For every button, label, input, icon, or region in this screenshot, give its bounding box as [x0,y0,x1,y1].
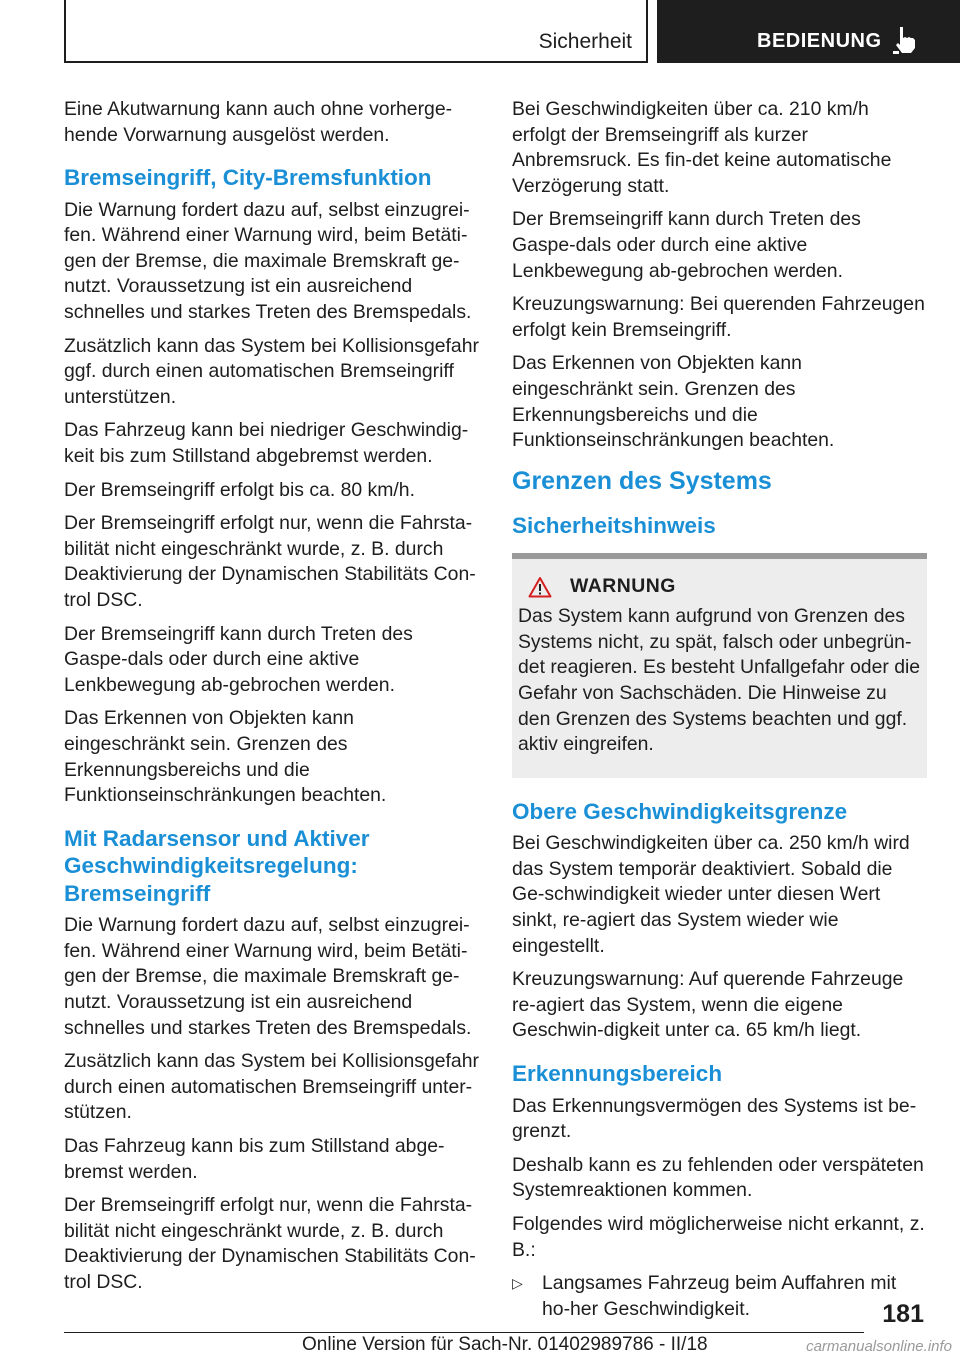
warning-title: WARNUNG [570,575,676,598]
list-item-text: Langsames Fahrzeug beim Auffahren mit ho-her Geschwindigkeit. [542,1272,897,1320]
paragraph: Kreuzungswarnung: Auf querende Fahrzeuge re-agiert das System, wenn die eigene Geschwin-digkeit unter ca. 65 km/h liegt. [512,968,904,1042]
paragraph: Der Bremseingriff kann durch Treten des Gaspe-dals oder durch eine aktive Lenkbewegung ab-gebrochen werden. [512,208,861,282]
paragraph: Zusätzlich kann das System bei Kollisionsgefahr ggf. durch einen automatischen Bremseingriff unterstützen. [64,334,479,408]
section-heading: Bremseingriff, City-Bremsfunktion [64,165,432,191]
section-heading: Mit Radarsensor und Aktiver Geschwindigkeitsregelung: Bremseingriff [64,825,370,906]
paragraph: Der Bremseingriff erfolgt nur, wenn die Fahrsta-bilität nicht eingeschränkt wurde, z. B. durch Deaktivierung der Dynamischen Stabilitäts Con-trol DSC. [64,512,476,611]
section-heading: Sicherheitshinweis [512,512,716,538]
list-item [512,1271,927,1322]
paragraph: Kreuzungswarnung: Bei querenden Fahrzeugen erfolgt kein Bremseingriff. [512,293,925,341]
paragraph: Bei Geschwindigkeiten über ca. 210 km/h erfolgt der Bremseingriff als kurzer Anbremsruck. Es fin-det keine automatische Verzögerung statt. [512,98,892,197]
paragraph: Bei Geschwindigkeiten über ca. 250 km/h wird das System temporär deaktiviert. Sobald die Ge-schwindigkeit wieder unter diesen Wert sinkt, re-agiert das System wieder wie eingestellt. [512,832,910,957]
paragraph: Der Bremseingriff erfolgt nur, wenn die Fahrsta-bilität nicht eingeschränkt wurde, z. B. durch Deaktivierung der Dynamischen Stabilitäts Con-trol DSC. [64,1194,476,1293]
paragraph: Die Warnung fordert dazu auf, selbst einzugrei-fen. Während einer Warnung wird, beim Betäti-gen der Bremse, die maximale Bremskraft ge-nutzt. Voraussetzung ist ein ausreichend schnelles und starkes Treten des Bremspedals. [64,198,472,324]
warning-box [512,553,927,778]
header-chapter-tab [657,0,960,63]
right-column [512,97,927,1322]
footer-rule [64,1332,864,1333]
paragraph: Deshalb kann es zu fehlenden oder verspäteten Systemreaktionen kommen. [512,1153,924,1202]
left-column [64,97,479,1304]
paragraph: Das Erkennungsvermögen des Systems ist be-grenzt. [512,1094,917,1143]
paragraph: Die Warnung fordert dazu auf, selbst einzugrei-fen. Während einer Warnung wird, beim Betäti-gen der Bremse, die maximale Bremskraft ge-nutzt. Voraussetzung ist ein ausreichend schnelles und starkes Treten des Bremspedals. [64,914,472,1039]
watermark: carmanualsonline.info [806,1338,952,1355]
footer-text: Online Version für Sach-Nr. 01402989786 - II/18 [302,1334,708,1355]
paragraph: Der Bremseingriff kann durch Treten des Gaspe-dals oder durch eine aktive Lenkbewegung ab-gebrochen werden. [64,622,413,696]
paragraph: Das Erkennen von Objekten kann eingeschränkt sein. Grenzen des Erkennungsbereichs und die Funktionseinschränkungen beachten. [64,707,387,807]
section-heading: Obere Geschwindigkeitsgrenze [512,798,848,824]
section-label: Sicherheit [538,30,632,53]
warning-title-row [518,575,921,598]
paragraph: Zusätzlich kann das System bei Kollisionsgefahr durch einen automatischen Bremseingriff unter-stützen. [64,1050,479,1124]
paragraph: Der Bremseingriff erfolgt bis ca. 80 km/h. [64,478,415,501]
paragraph: Das Fahrzeug kann bis zum Stillstand abge-bremst werden. [64,1135,445,1183]
bullet-triangle-icon: ▷ [512,1275,523,1292]
hand-pointer-icon [891,24,921,54]
chapter-heading: Grenzen des Systems [512,466,772,495]
header-section-tab [64,0,648,63]
page-number: 181 [882,1300,924,1328]
paragraph: Das Fahrzeug kann bei niedriger Geschwindig-keit bis zum Stillstand abgebremst werden. [64,419,469,468]
chapter-label: BEDIENUNG [757,30,882,52]
section-heading: Erkennungsbereich [512,1061,723,1087]
paragraph: Das Erkennen von Objekten kann eingeschränkt sein. Grenzen des Erkennungsbereichs und die Funktionseinschränkungen beachten. [512,352,835,452]
paragraph: Eine Akutwarnung kann auch ohne vorherge-hende Vorwarnung ausgelöst werden. [64,98,453,146]
warning-text: Das System kann aufgrund von Grenzen des Systems nicht, zu spät, falsch oder unbegrün-det reagieren. Es besteht Unfallgefahr oder die Gefahr von Sachschäden. Die Hinweise zu den Grenzen des Systems beachten und ggf. aktiv eingreifen. [518,605,921,756]
paragraph: Folgendes wird möglicherweise nicht erkannt, z. B.: [512,1212,925,1261]
warning-triangle-icon [528,576,552,598]
